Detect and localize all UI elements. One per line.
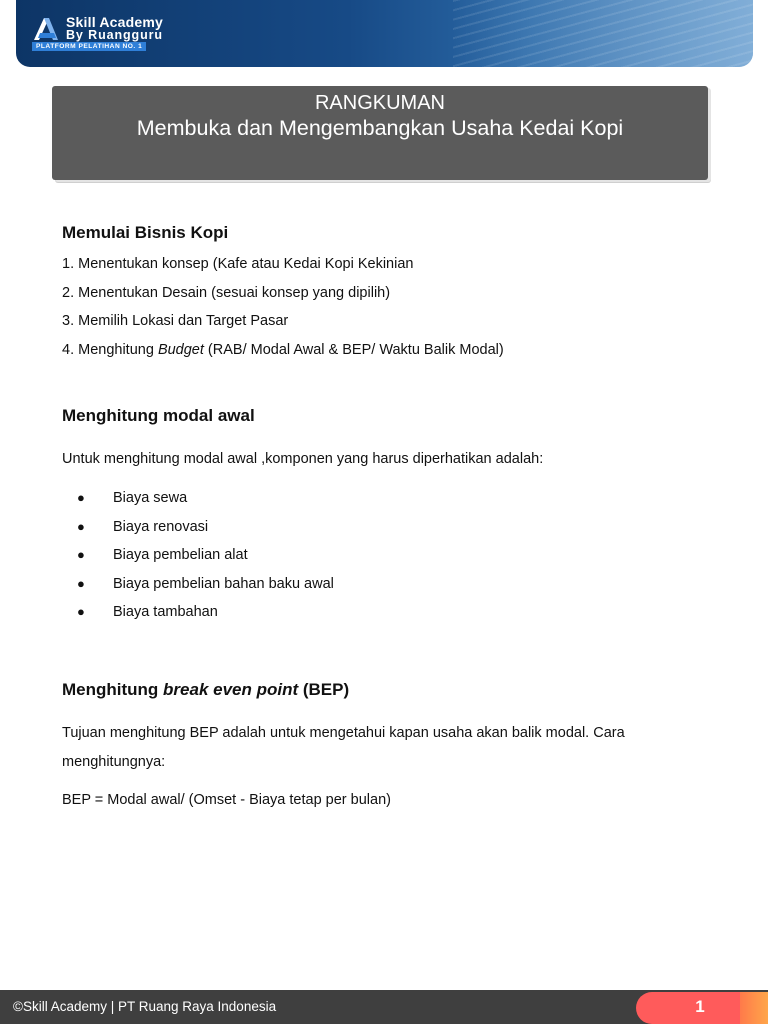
- footer-copyright: ©Skill Academy | PT Ruang Raya Indonesia: [13, 999, 277, 1014]
- skill-academy-logo: [32, 14, 182, 54]
- banner-decoration: [453, 0, 753, 67]
- list-item: [62, 484, 702, 513]
- bullet-icon: ●: [77, 518, 85, 534]
- section-heading: Menghitung modal awal: [62, 406, 255, 425]
- list-item-label: Biaya sewa: [113, 490, 188, 506]
- heading-italic: break even point: [163, 680, 299, 699]
- bep-formula: BEP = Modal awal/ (Omset - Biaya tetap per bulan): [62, 792, 391, 808]
- bullet-icon: ●: [77, 575, 85, 591]
- list-item: [62, 541, 702, 570]
- logo-title: Skill Academy: [66, 14, 164, 30]
- cost-bullet-list: [62, 484, 702, 627]
- section-heading: [62, 680, 349, 700]
- bullet-icon: ●: [77, 490, 85, 505]
- logo-tagline: PLATFORM PELATIHAN NO. 1: [32, 42, 146, 51]
- title-label: RANGKUMAN: [314, 92, 445, 114]
- step4-suffix: (RAB/ Modal Awal & BEP/ Waktu Balik Modal): [203, 341, 504, 358]
- title-box: [52, 86, 708, 180]
- bullet-icon: ●: [77, 547, 85, 563]
- section-break-even-point: [62, 680, 349, 700]
- heading-prefix: Menghitung: [62, 680, 164, 699]
- page-footer: [0, 990, 768, 1024]
- step4-prefix: 4. Menghitung: [62, 341, 158, 358]
- footer-accent-stripe: [740, 992, 768, 1024]
- bep-description: Tujuan menghitung BEP adalah untuk mengetahui kapan usaha akan balik modal. Cara menghitungnya:: [62, 725, 625, 770]
- section-heading: Memulai Bisnis Kopi: [62, 223, 229, 242]
- list-item: 2. Menentukan Desain (sesuai konsep yang dipilih): [62, 284, 391, 301]
- list-item: [62, 570, 702, 599]
- list-item: [62, 598, 702, 627]
- page-number: 1: [695, 997, 705, 1016]
- step4-italic: Budget: [157, 341, 204, 358]
- list-item-label: Biaya renovasi: [113, 518, 209, 535]
- list-item-label: Biaya tambahan: [113, 604, 218, 621]
- logo-mark-icon: [32, 16, 60, 42]
- page-title: Membuka dan Mengembangkan Usaha Kedai Kopi: [136, 116, 624, 140]
- section-initial-capital: [62, 406, 255, 426]
- list-item: 3. Memilih Lokasi dan Target Pasar: [62, 313, 289, 330]
- list-item-label: Biaya pembelian bahan baku awal: [113, 575, 334, 592]
- heading-suffix: (BEP): [298, 680, 350, 699]
- logo-subtitle: By Ruangguru: [66, 28, 163, 42]
- section-start-coffee-business: [62, 220, 228, 246]
- bullet-icon: ●: [77, 604, 85, 620]
- header-banner: [16, 0, 753, 67]
- list-item: 1. Menentukan konsep (Kafe atau Kedai Kopi Kekinian: [62, 256, 414, 272]
- list-item-label: Biaya pembelian alat: [113, 547, 248, 564]
- section-intro: Untuk menghitung modal awal ,komponen yang harus diperhatikan adalah:: [62, 451, 544, 467]
- list-item: [62, 336, 702, 365]
- steps-list: [62, 250, 702, 364]
- list-item: [62, 513, 702, 542]
